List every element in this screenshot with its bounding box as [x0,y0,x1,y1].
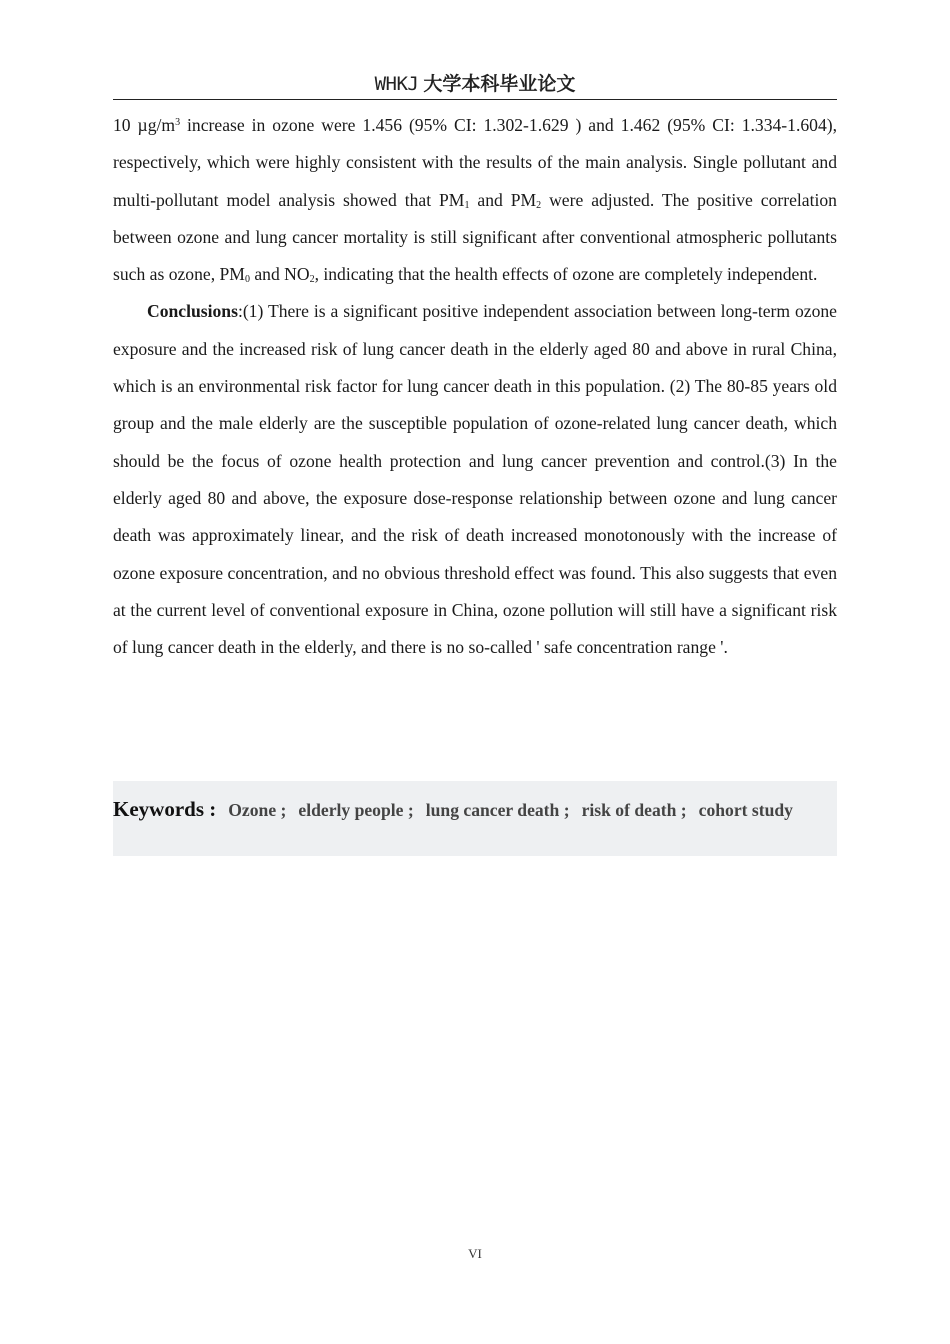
text-run: and NO [249,264,310,285]
text-run: 10 µg/m [113,115,176,135]
header-university-code: WHKJ [374,73,419,95]
page-header [113,70,837,98]
keyword-item: elderly people ; [298,800,414,820]
text-run: , indicating that the health effects of ozone are completely independent. [314,264,818,285]
subscript: 2 [309,274,315,286]
header-rule [113,99,837,100]
subscript: 1 [464,199,470,211]
superscript: 3 [175,117,181,128]
keywords-label: Keywords : [113,797,217,821]
subscript: 2 [536,199,542,211]
text-run: were adjusted. The positive correlation between ozone and lung cancer mortality is still significant after conventional atmospheric pollutants such as ozone, PM [113,189,837,285]
keywords-box [113,781,837,856]
conclusions-text: :(1) There is a significant positive independent association between long-term ozone exposure and the increased risk of lung cancer death in the elderly aged 80 and above in rural China, which is an environmental risk factor for lung cancer death in this population. (2) The 80-85 years old group and the male elderly are the susceptible population of ozone-related lung cancer death, which should be the focus of ozone health protection and lung cancer prevention and control.(3) In the elderly aged 80 and above, the exposure dose-response relationship between ozone and lung cancer death was approximately linear, and the risk of death increased monotonously with the increase of ozone exposure concentration, and no obvious threshold effect was found. This also suggests that even at the current level of conventional exposure in China, ozone pollution will still have a significant risk of lung cancer death in the elderly, and there is no so-called ' safe concentration range '. [113,301,837,658]
keyword-item: lung cancer death ; [425,800,570,820]
results-paragraph [113,107,837,293]
keywords-line [113,791,837,830]
header-thesis-title: 大学本科毕业论文 [423,73,576,95]
subscript: 0 [244,274,250,286]
text-run: increase in ozone were 1.456 (95% CI: 1.302-1.629 ) and 1.462 (95% CI: 1.334-1.604), respectively, which were highly consistent with the results of the main analysis. Single pollutant and multi-pollutant model analysis showed that PM [113,115,838,210]
conclusions-label: Conclusions [147,301,238,322]
conclusions-paragraph [113,293,837,666]
keyword-item: risk of death ; [581,800,687,820]
page-body [113,107,837,666]
text-run: and PM [469,189,537,210]
keyword-item: cohort study [698,800,793,820]
page-number: VI [468,1246,482,1261]
keyword-item: Ozone ; [228,800,287,820]
